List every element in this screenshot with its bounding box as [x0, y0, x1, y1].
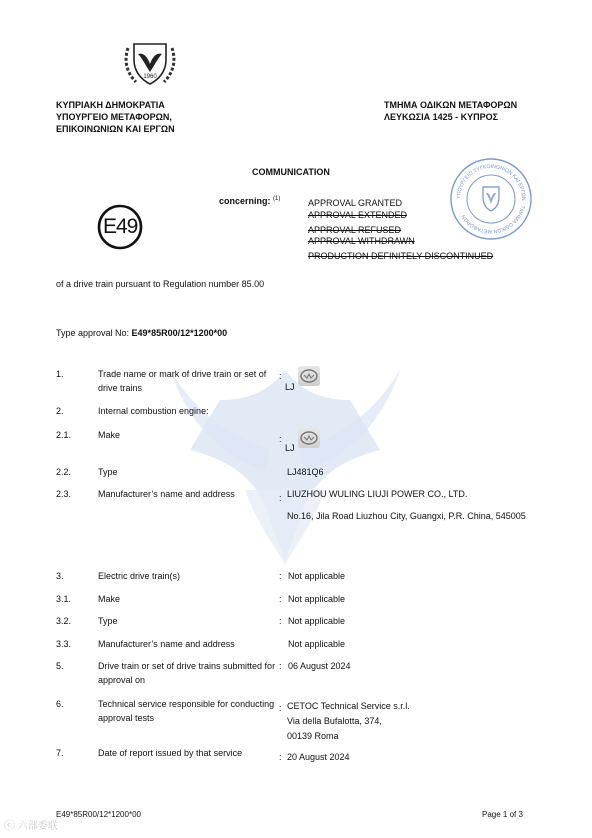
- item-2-1-value: LJ: [285, 443, 295, 453]
- item-1-label: Trade name or mark of drive train or set of drive trains: [98, 369, 267, 393]
- item-6-num: 6.: [56, 699, 64, 709]
- header-left-line1: ΚΥΠΡΙΑΚΗ ΔΗΜΟΚΡΑΤΙΑ: [56, 100, 165, 110]
- item-3-2-num: 3.2.: [56, 616, 72, 626]
- item-2-3-num: 2.3.: [56, 489, 72, 499]
- type-approval-number: E49*85R00/12*1200*00: [131, 328, 228, 338]
- item-2-3-value-name: LIUZHOU WULING LIUJI POWER CO., LTD.: [287, 489, 468, 499]
- header-right-line1: ΤΜΗΜΑ ΟΔΙΚΩΝ ΜΕΤΑΦΟΡΩΝ: [384, 100, 518, 110]
- item-5-label: Drive train or set of drive trains submitted for approval on: [98, 661, 276, 685]
- corner-watermark: [4, 817, 58, 833]
- option-approval-refused: APPROVAL REFUSED: [308, 225, 402, 235]
- item-2-1-label: Make: [98, 430, 121, 440]
- item-2-num: 2.: [56, 406, 64, 416]
- item-6-value-city: 00139 Roma: [287, 731, 339, 741]
- watermark-logo-icon: ⓒ: [4, 820, 15, 832]
- concerning-label-text: concerning:: [219, 196, 271, 206]
- item-3-1-num: 3.1.: [56, 594, 72, 604]
- intro-text: of a drive train pursuant to Regulation number 85.00: [56, 279, 265, 289]
- item-3-1-colon: :: [279, 594, 282, 604]
- approval-mark-text: E49: [103, 215, 138, 238]
- item-2-1-colon: :: [279, 434, 282, 444]
- approval-mark: [97, 204, 153, 250]
- item-3-colon: :: [279, 571, 282, 581]
- footer-page-number: Page 1 of 3: [482, 810, 523, 819]
- item-3-1-label: Make: [98, 594, 121, 604]
- item-6-colon: :: [279, 703, 282, 713]
- item-3-3-value: Not applicable: [288, 639, 346, 649]
- item-2-3-colon: :: [279, 493, 282, 503]
- item-6-value: [287, 699, 410, 744]
- item-2-2-num: 2.2.: [56, 467, 72, 477]
- header-right: [384, 99, 517, 123]
- option-approval-extended: APPROVAL EXTENDED: [308, 210, 408, 220]
- concerning-label: [219, 196, 280, 206]
- item-2-2-value: LJ481Q6: [287, 467, 324, 477]
- item-2-1-num: 2.1.: [56, 430, 72, 440]
- header-left: [56, 99, 175, 135]
- header-right-line2: ΛΕΥΚΩΣΙΑ 1425 - ΚΥΠΡΟΣ: [384, 112, 499, 122]
- item-6-value-name: CETOC Technical Service s.r.l.: [287, 701, 410, 711]
- option-approval-granted: APPROVAL GRANTED: [308, 198, 403, 208]
- item-3-2-value: Not applicable: [288, 616, 346, 626]
- item-3-2-label: Type: [98, 616, 118, 626]
- item-2-2-label: Type: [98, 467, 118, 477]
- item-7-num: 7.: [56, 748, 64, 758]
- option-approval-withdrawn: APPROVAL WITHDRAWN: [308, 236, 415, 246]
- item-1-value: LJ: [285, 382, 295, 392]
- svg-text:1960: 1960: [143, 74, 157, 80]
- item-3-2-colon: :: [279, 616, 282, 626]
- item-1-colon: :: [279, 371, 282, 381]
- type-approval-label: Type approval No:: [56, 328, 132, 338]
- header-left-line3: ΕΠΙΚΟΙΝΩΝΙΩΝ ΚΑΙ ΕΡΓΩΝ: [56, 124, 175, 134]
- brand-logo-icon: [298, 366, 320, 386]
- type-approval: [56, 328, 227, 338]
- footer-reference: E49*85R00/12*1200*00: [56, 810, 141, 819]
- item-5-num: 5.: [56, 661, 64, 671]
- item-5-colon: :: [279, 661, 282, 671]
- official-stamp-icon: [449, 157, 533, 241]
- item-3-num: 3.: [56, 571, 64, 581]
- corner-watermark-text: 六部委联: [17, 821, 58, 832]
- item-1-num: 1.: [56, 369, 64, 379]
- item-3-3-label: Manufacturer’s name and address: [98, 639, 235, 649]
- item-6-value-street: Via della Bufalotta, 374,: [287, 716, 382, 726]
- item-3-value: Not applicable: [288, 571, 346, 581]
- item-2-label: Internal combustion engine:: [98, 406, 209, 416]
- item-3-1-value: Not applicable: [288, 594, 346, 604]
- make-logo-icon: [298, 428, 320, 448]
- stamp-text: ΥΠΟΥΡΓΕΙΟ ΣΥΓΚΟΙΝΩΝΙΩΝ ΚΑΙ ΕΡΓΩΝ · ΤΜΗΜΑ ΟΔΙΚΩΝ ΜΕΤΑΦΟΡΩΝ: [455, 163, 527, 235]
- item-7-label: Date of report issued by that service: [98, 748, 243, 758]
- item-2-3-label: Manufacturer’s name and address: [98, 489, 235, 499]
- item-7-colon: :: [279, 752, 282, 762]
- item-7-value: 20 August 2024: [287, 752, 350, 762]
- document-title: COMMUNICATION: [252, 167, 330, 177]
- concerning-footnote: (1): [273, 196, 281, 202]
- item-6-label: Technical service responsible for conducting approval tests: [98, 699, 275, 723]
- coat-of-arms-icon: [120, 40, 180, 88]
- item-3-label: Electric drive train(s): [98, 571, 181, 581]
- item-2-3-value-address: No.16, Jila Road Liuzhou City, Guangxi, P.R. China, 545005: [287, 511, 526, 521]
- item-5-value: 06 August 2024: [288, 661, 351, 671]
- header-left-line2: ΥΠΟΥΡΓΕΙΟ ΜΕΤΑΦΟΡΩΝ,: [56, 112, 172, 122]
- option-production-discontinued: PRODUCTION DEFINITELY DISCONTINUED: [308, 251, 494, 261]
- item-3-3-num: 3.3.: [56, 639, 72, 649]
